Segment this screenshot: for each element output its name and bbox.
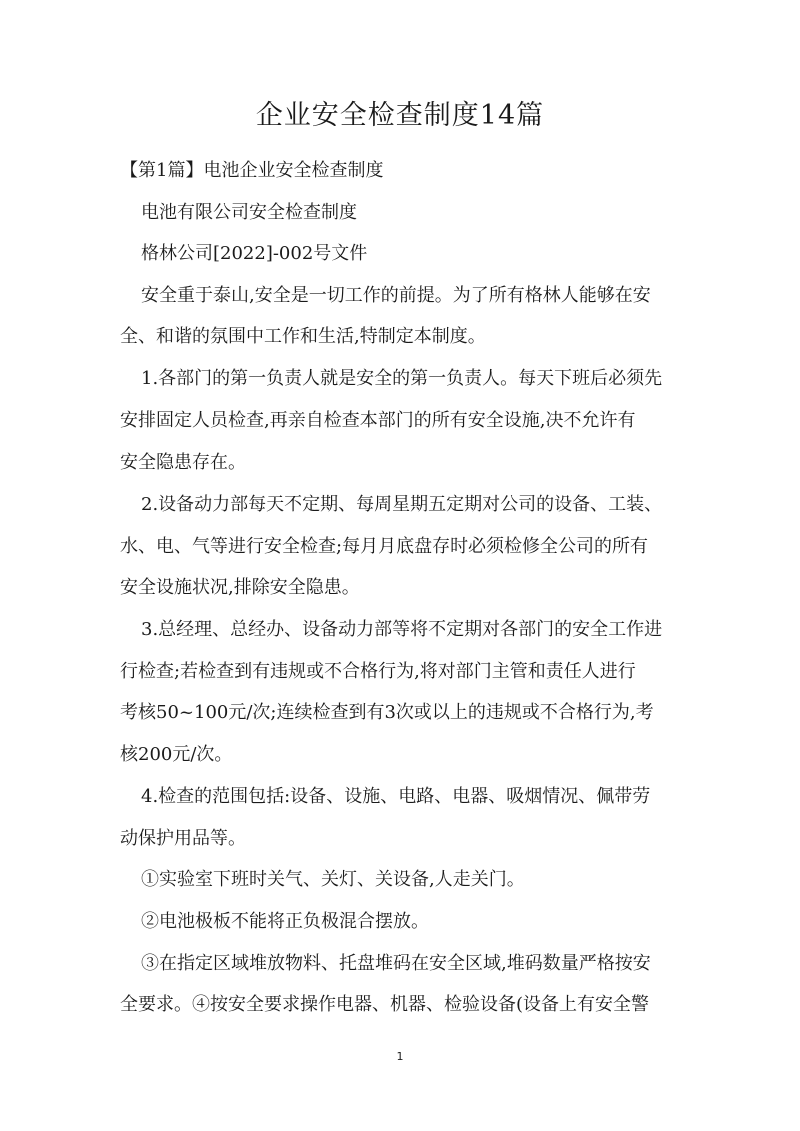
paragraph-line: 行检查;若检查到有违规或不合格行为,将对部门主管和责任人进行	[120, 661, 636, 682]
section-heading: 【第1篇】电池企业安全检查制度	[120, 160, 384, 181]
paragraph-line: 1.各部门的第一负责人就是安全的第一负责人。每天下班后必须先	[141, 368, 663, 389]
paragraph-line: 3.总经理、总经办、设备动力部等将不定期对各部门的安全工作进	[141, 619, 663, 640]
company-regulation-title: 电池有限公司安全检查制度	[141, 202, 357, 223]
paragraph-line: 水、电、气等进行安全检查;每月月底盘存时必须检修全公司的所有	[120, 536, 649, 557]
paragraph-line: 全、和谐的氛围中工作和生活,特制定本制度。	[120, 326, 486, 347]
paragraph-line: 4.检查的范围包括:设备、设施、电路、电器、吸烟情况、佩带劳	[141, 786, 651, 807]
paragraph-line: 安排固定人员检查,再亲自检查本部门的所有安全设施,决不允许有	[120, 410, 636, 431]
document-title: 企业安全检查制度14篇	[255, 100, 545, 131]
list-item: ②电池极板不能将正负极混合摆放。	[141, 911, 429, 932]
document-number: 格林公司[2022]-002号文件	[141, 243, 368, 264]
paragraph-line: 考核50~100元/次;连续检查到有3次或以上的违规或不合格行为,考	[120, 702, 654, 723]
paragraph-line: 2.设备动力部每天不定期、每周星期五定期对公司的设备、工装、	[141, 494, 663, 515]
paragraph-line: 核200元/次。	[120, 744, 233, 765]
list-item: ①实验室下班时关气、关灯、关设备,人走关门。	[141, 869, 525, 890]
paragraph-line: 安全设施状况,排除安全隐患。	[120, 577, 360, 598]
paragraph-line: 安全隐患存在。	[120, 452, 246, 473]
list-item: ③在指定区域堆放物料、托盘堆码在安全区域,堆码数量严格按安	[141, 953, 651, 974]
list-item: 全要求。④按安全要求操作电器、机器、检验设备(设备上有安全警	[120, 994, 650, 1015]
paragraph-line: 安全重于泰山,安全是一切工作的前提。为了所有格林人能够在安	[141, 285, 651, 306]
paragraph-line: 动保护用品等。	[120, 828, 246, 849]
page-number: 1	[396, 1050, 404, 1063]
